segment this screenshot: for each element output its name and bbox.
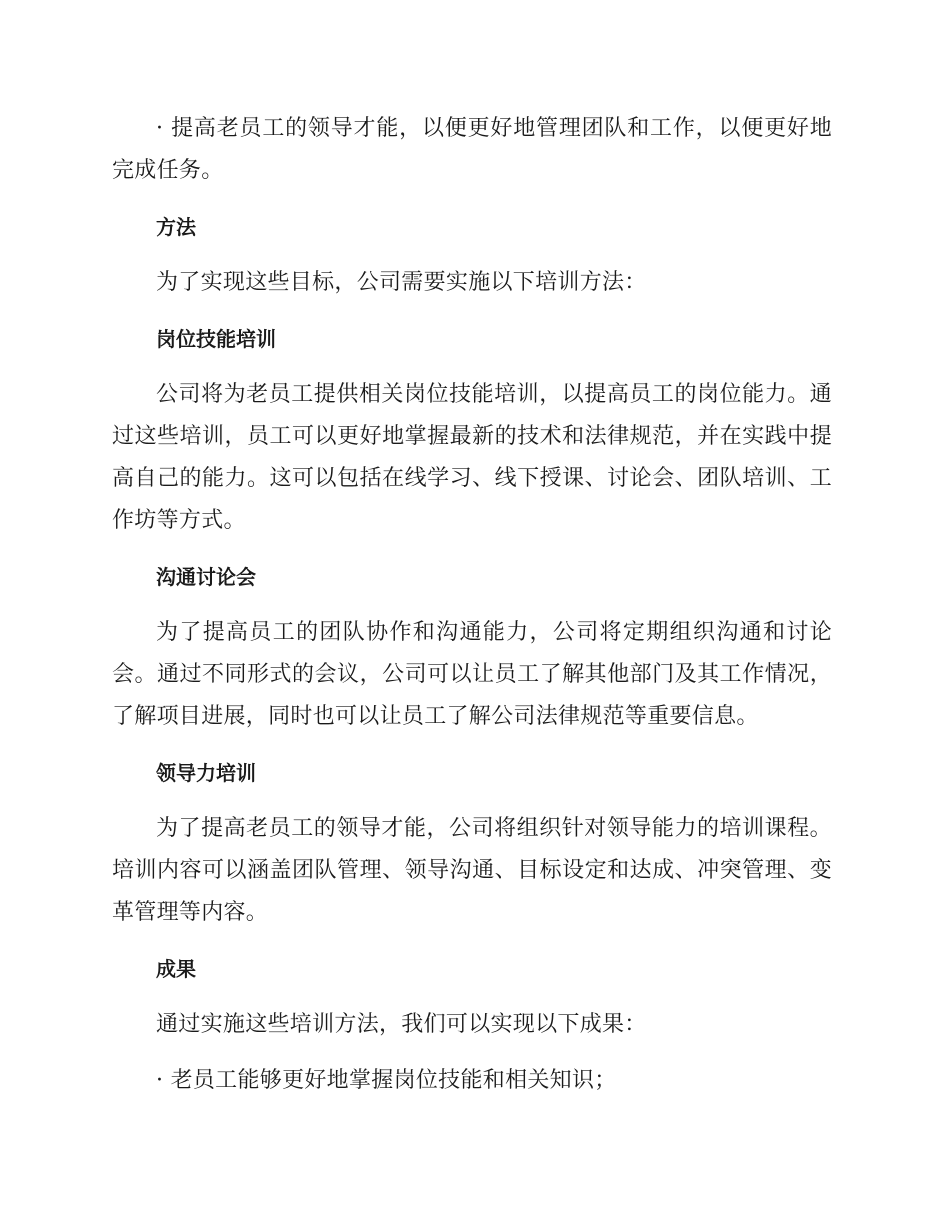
document-page (112, 108, 832, 1116)
section-heading-leadership: 领导力培训 (156, 761, 256, 785)
paragraph-results-intro: 通过实施这些培训方法，我们可以实现以下成果： (156, 1012, 647, 1037)
section-heading-results: 成果 (156, 957, 196, 981)
bullet-item-leadership-goal: · 提高老员工的领导才能，以便更好地管理团队和工作，以便更好地完成任务。 (112, 116, 832, 183)
paragraph-leadership: 为了提高老员工的领导才能，公司将组织针对领导能力的培训课程。培训内容可以涵盖团队管理、领导沟通、目标设定和达成、冲突管理、变革管理等内容。 (112, 816, 832, 925)
paragraph-methods-intro: 为了实现这些目标，公司需要实施以下培训方法： (156, 270, 647, 295)
paragraph-communication: 为了提高员工的团队协作和沟通能力，公司将定期组织沟通和讨论会。通过不同形式的会议，公司可以让员工了解其他部门及其工作情况，了解项目进展，同时也可以让员工了解公司法律规范等重要信息。 (112, 620, 832, 729)
paragraph-job-skills: 公司将为老员工提供相关岗位技能培训，以提高员工的岗位能力。通过这些培训，员工可以更好地掌握最新的技术和法律规范，并在实践中提高自己的能力。这可以包括在线学习、线下授课、讨论会、团队培训、工作坊等方式。 (112, 382, 832, 533)
section-heading-communication: 沟通讨论会 (156, 565, 256, 589)
section-heading-methods: 方法 (156, 215, 196, 239)
bullet-item-result-skills: · 老员工能够更好地掌握岗位技能和相关知识； (156, 1068, 617, 1093)
section-heading-job-skills: 岗位技能培训 (156, 327, 276, 351)
